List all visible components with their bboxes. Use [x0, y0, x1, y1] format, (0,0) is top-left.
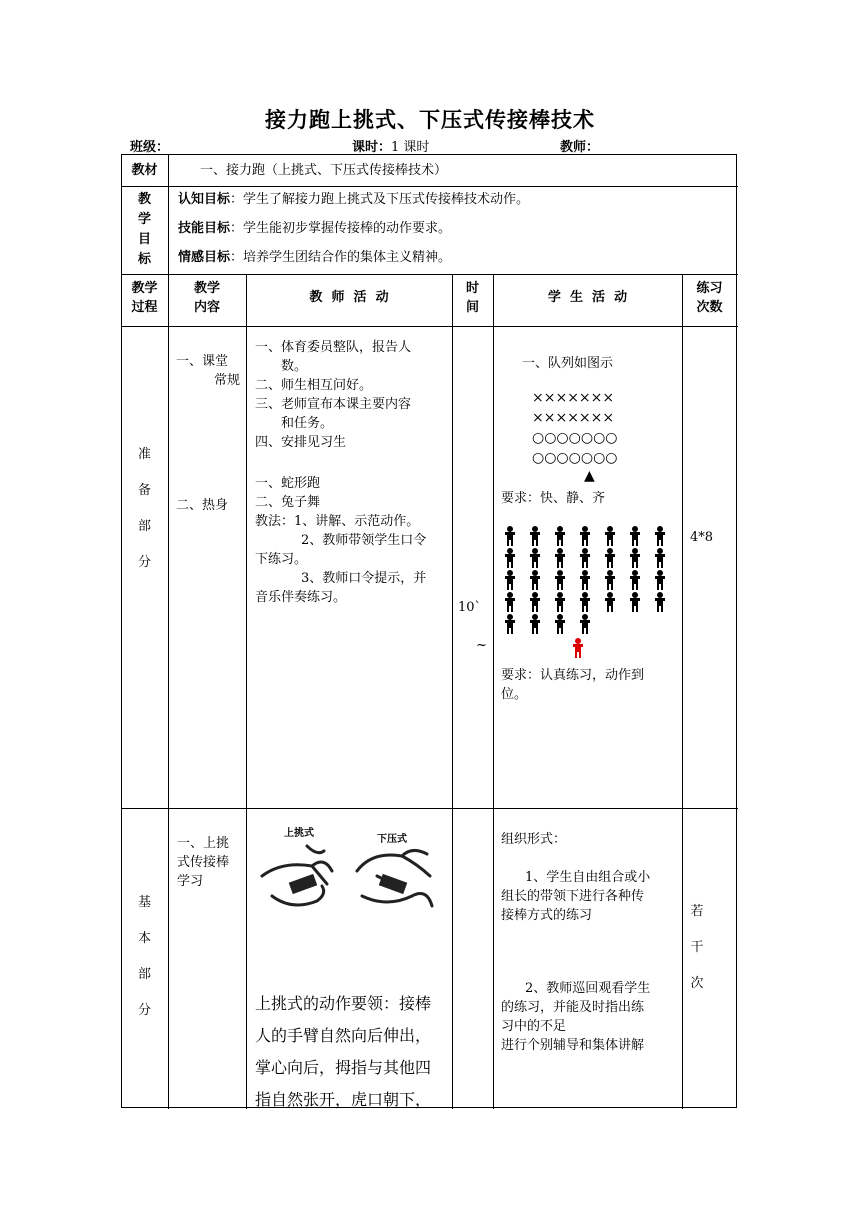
student-figure-icon: [630, 526, 640, 546]
image-label-upward: 上挑式: [284, 828, 314, 839]
goal-cognitive: 认知目标：学生了解接力跑上挑式及下压式传接棒技术动作。: [178, 192, 530, 207]
organization-item-2: 2、教师巡回观看学生 的练习，并能及时指出练 习中的不足 进行个别辅导和集体讲解: [501, 981, 651, 1053]
hours-value: 1 课时: [391, 140, 430, 155]
student-figure-icon: [630, 592, 640, 612]
section-basic: 基 本 部 分: [137, 895, 151, 1018]
teacher-label: 教师：: [560, 140, 600, 155]
goal-affective: 情感目标：培养学生团结合作的集体主义精神。: [178, 250, 452, 265]
formation-title: 一、队列如图示: [522, 356, 614, 371]
formation-row: ○○○○○○○: [532, 450, 618, 466]
student-figure-icon: [555, 570, 565, 590]
class-label: 班级：: [130, 140, 170, 155]
student-figure-icon: [655, 526, 665, 546]
student-figure-icon: [580, 570, 590, 590]
image-label-downward: 下压式: [377, 834, 407, 845]
formation-row: ○○○○○○○: [532, 430, 618, 446]
student-figure-icon: [505, 614, 515, 634]
student-figure-icon: [630, 570, 640, 590]
student-figure-icon: [555, 614, 565, 634]
student-figure-icon: [655, 570, 665, 590]
student-figure-icon: [555, 526, 565, 546]
section-prep: 准 备 部 分: [137, 447, 151, 570]
goal-skill: 技能目标：学生能初步掌握传接棒的动作要求。: [178, 221, 452, 236]
warmup-requirement: 要求：认真练习，动作到 位。: [501, 668, 645, 702]
prep-reps: 4*8: [690, 530, 714, 545]
hours-field: [352, 136, 429, 155]
student-figure-icon: [580, 592, 590, 612]
header-teacher: 教 师 活 动: [309, 290, 389, 305]
header-process: 教学 过程: [131, 281, 158, 315]
prep-time: 10`: [458, 600, 482, 615]
student-figure-icon: [530, 548, 540, 568]
organization-title: 组织形式：: [501, 832, 567, 847]
student-figure-icon: [580, 526, 590, 546]
student-figure-icon: [580, 614, 590, 634]
student-figure-icon: [555, 548, 565, 568]
basic-content: 一、上挑 式传接棒 学习: [177, 836, 230, 889]
formation-row: ×××××××: [532, 390, 615, 406]
student-figure-icon: [605, 592, 615, 612]
header-content: 教学 内容: [193, 281, 220, 315]
hours-label: 课时：: [352, 140, 392, 155]
header-time: 时 间: [465, 281, 479, 315]
formation-row: ×××××××: [532, 410, 615, 426]
material-value: 一、接力跑（上挑式、下压式传接棒技术）: [200, 163, 448, 178]
student-figure-icon: [630, 548, 640, 568]
page-title: 接力跑上挑式、下压式传接棒技术: [265, 108, 595, 132]
material-label: 教材: [131, 163, 158, 178]
prep-content-warmup: 二、热身: [176, 498, 229, 513]
prep-teacher-routine: 一、体育委员整队，报告人 数。 二、师生相互问好。 三、老师宣布本课主要内容 和任务。 四、安排见习生: [255, 340, 412, 450]
student-figure-icon: [655, 548, 665, 568]
goals-label: 教 学 目 标: [137, 192, 151, 267]
baton-pass-illustration: [252, 816, 448, 936]
student-figure-icon: [505, 592, 515, 612]
organization-item-1: 1、学生自由组合或小 组长的带领下进行各种传 接棒方式的练习: [501, 870, 651, 923]
student-figure-icon: [530, 592, 540, 612]
basic-reps: 若 干 次: [690, 904, 704, 991]
student-figure-icon: [505, 570, 515, 590]
prep-time-mark: ~: [476, 638, 487, 653]
warmup-formation-figures: [505, 526, 675, 656]
student-figure-icon: [555, 592, 565, 612]
header-reps: 练习 次数: [696, 281, 723, 315]
student-figure-icon: [530, 570, 540, 590]
student-figure-icon: [530, 614, 540, 634]
student-figure-icon: [530, 526, 540, 546]
student-figure-icon: [505, 526, 515, 546]
prep-teacher-warmup: 一、蛇形跑 二、兔子舞 教法：1、讲解、示范动作。 2、教师带领学生口令 下练习。 3、教师口令提示，并 音乐伴奏练习。: [255, 476, 427, 605]
student-figure-icon: [580, 548, 590, 568]
student-figure-icon: [605, 548, 615, 568]
student-figure-icon: [605, 526, 615, 546]
student-figure-icon: [573, 638, 583, 658]
teacher-position-icon: ▲: [584, 468, 595, 484]
student-figure-icon: [505, 548, 515, 568]
prep-content-routine: 一、课堂 常规: [176, 354, 240, 388]
header-student: 学 生 活 动: [547, 290, 628, 305]
formation-requirement: 要求：快、静、齐: [501, 491, 606, 506]
basic-teacher-text: 上挑式的动作要领：接棒 人的手臂自然向后伸出， 掌心向后，拇指与其他四 指自然张开，虎口朝下，: [255, 994, 432, 1109]
formation-diagram: [532, 388, 618, 468]
student-figure-icon: [605, 570, 615, 590]
student-figure-icon: [655, 592, 665, 612]
